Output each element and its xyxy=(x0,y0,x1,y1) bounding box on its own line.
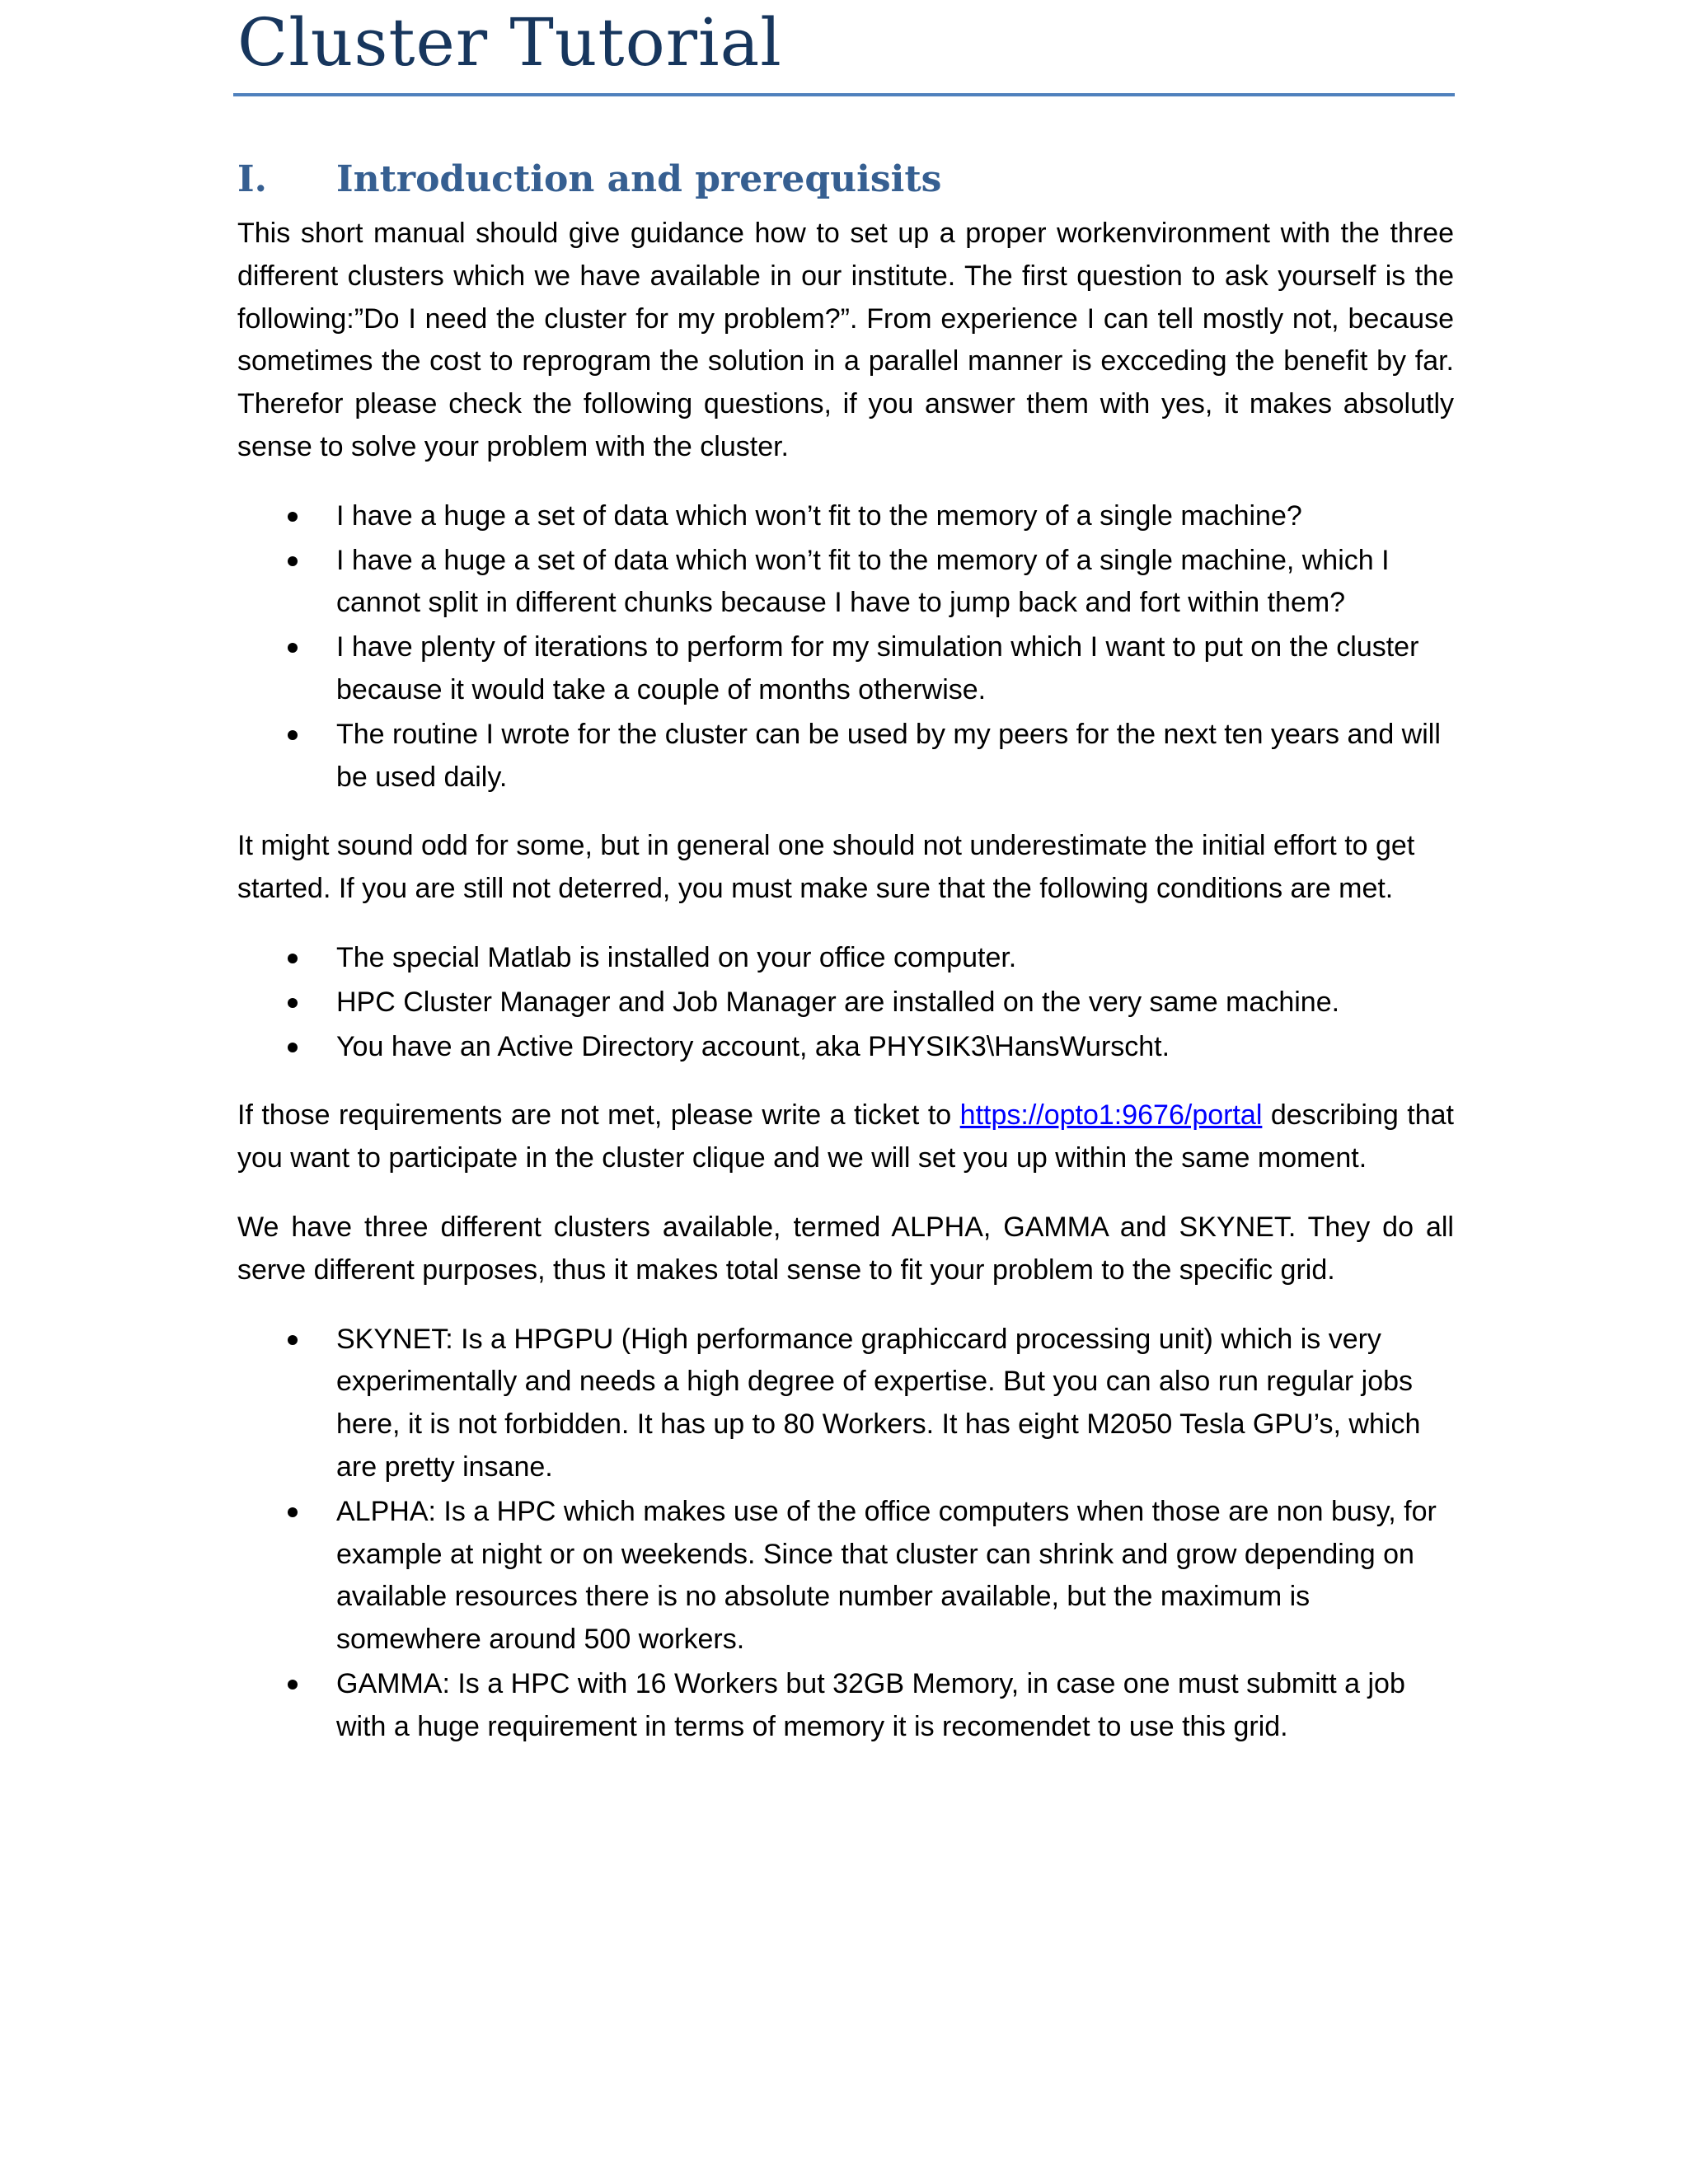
list-item-text: The special Matlab is installed on your office computer. xyxy=(336,941,1017,973)
document-body xyxy=(237,213,1454,1775)
list-item-text: GAMMA: Is a HPC with 16 Workers but 32GB Memory, in case one must submitt a job with a huge requirement in terms of memory it is recomendet to use this grid. xyxy=(336,1667,1405,1742)
portal-link[interactable]: https://opto1:9676/portal xyxy=(959,1099,1263,1132)
conditions-list xyxy=(237,937,1454,1068)
list-item xyxy=(237,1026,1454,1069)
list-item-text: I have a huge a set of data which won’t fit to the memory of a single machine? xyxy=(336,499,1302,532)
bullet-icon xyxy=(288,1335,298,1345)
document-page xyxy=(237,0,1454,1742)
list-item-text: HPC Cluster Manager and Job Manager are installed on the very same machine. xyxy=(336,986,1340,1018)
list-item-text: ALPHA: Is a HPC which makes use of the office computers when those are non busy, for example at night or on weekends. Since that cluster can shrink and grow depending on available resources there is no absolute number available, but the maximum is somewhere around 500 workers. xyxy=(336,1495,1437,1656)
ticket-text-before: If those requirements are not met, please write a ticket to xyxy=(237,1099,960,1132)
document-title: Cluster Tutorial xyxy=(237,4,782,81)
ticket-text-after: describing that you want to participate in the cluster clique and we will set you up within the same moment. xyxy=(237,1099,1454,1174)
list-item xyxy=(237,1319,1454,1489)
bullet-icon xyxy=(288,1043,298,1052)
list-item-text: I have plenty of iterations to perform for my simulation which I want to put on the cluster because it would take a couple of months otherwise. xyxy=(336,631,1419,705)
section-heading xyxy=(237,158,942,200)
clusters-list xyxy=(237,1319,1454,1749)
bullet-icon xyxy=(288,998,298,1008)
list-item xyxy=(237,495,1454,538)
questions-list xyxy=(237,495,1454,799)
bullet-icon xyxy=(288,512,298,522)
list-item-text: SKYNET: Is a HPGPU (High performance graphiccard processing unit) which is very experimentally and needs a high degree of expertise. But you can also run regular jobs here, it is not forbidden. It has up to 80 Workers. It has eight M2050 Tesla GPU’s, which are pretty insane. xyxy=(336,1323,1421,1483)
bullet-icon xyxy=(288,1507,298,1517)
bullet-icon xyxy=(288,1680,298,1690)
bullet-icon xyxy=(288,730,298,740)
section-number: I. xyxy=(237,158,267,200)
list-item xyxy=(237,1663,1454,1749)
list-item xyxy=(237,937,1454,980)
bullet-icon xyxy=(288,643,298,653)
list-item xyxy=(237,1491,1454,1661)
list-item xyxy=(237,626,1454,712)
list-item xyxy=(237,540,1454,626)
list-item xyxy=(237,982,1454,1024)
bullet-icon xyxy=(288,556,298,566)
clusters-paragraph: We have three different clusters available, termed ALPHA, GAMMA and SKYNET. They do all serve different purposes, thus it makes total sense to fit your problem to the specific grid. xyxy=(237,1211,1454,1286)
bullet-icon xyxy=(288,954,298,963)
section-title: Introduction and prerequisits xyxy=(336,158,942,200)
list-item-text: I have a huge a set of data which won’t fit to the memory of a single machine, which I cannot split in different chunks because I have to jump back and fort within them? xyxy=(336,544,1390,619)
intro-paragraph: This short manual should give guidance how to set up a proper workenvironment with the three different clusters which we have available in our institute. The first question to ask yourself is the following:”Do I need the cluster for my problem?”. From experience I can tell mostly not, because sometimes the cost to reprogram the solution in a parallel manner is excceding the benefit by far. Therefor please check the following questions, if you answer them with yes, it makes absolutly sense to solve your problem with the cluster. xyxy=(237,218,1454,462)
list-item-text: You have an Active Directory account, aka PHYSIK3\HansWurscht. xyxy=(336,1030,1170,1062)
list-item xyxy=(237,714,1454,799)
conditions-paragraph: It might sound odd for some, but in general one should not underestimate the initial effort to get started. If you are still not deterred, you must make sure that the following conditions are met. xyxy=(237,830,1415,905)
ticket-paragraph xyxy=(237,1094,1454,1180)
list-item-text: The routine I wrote for the cluster can be used by my peers for the next ten years and will be used daily. xyxy=(336,718,1441,793)
title-underline xyxy=(233,93,1455,96)
